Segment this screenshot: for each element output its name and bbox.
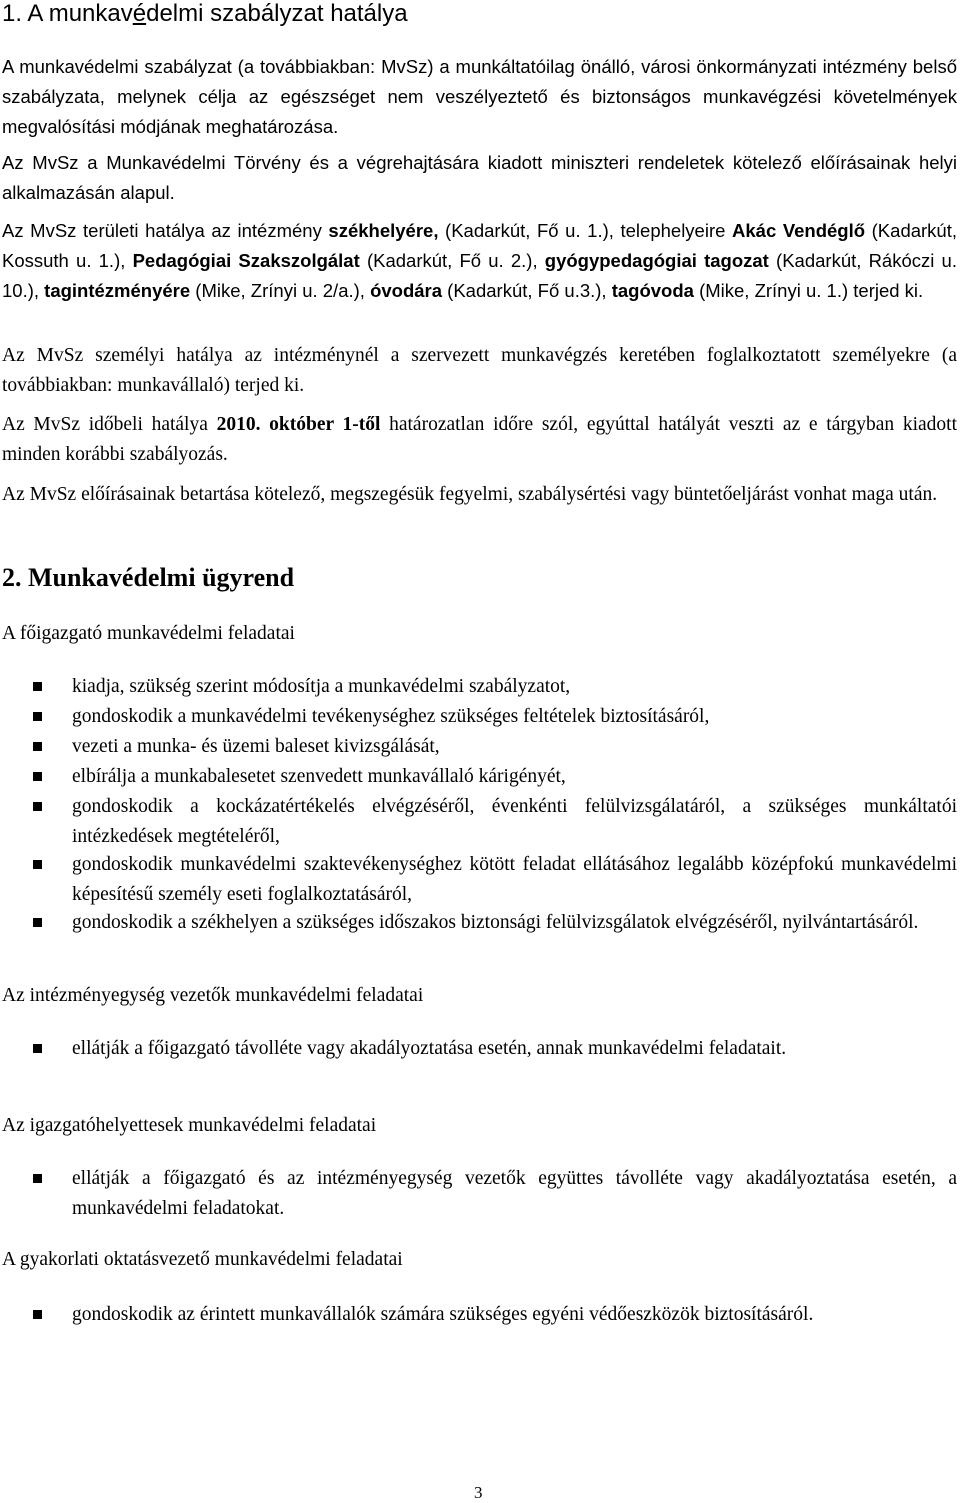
bullet-marker: [33, 1044, 42, 1053]
compliance-paragraph: Az MvSz előírásainak betartása kötelező, megszegésük fegyelmi, szabálysértési vagy büntetőeljárást vonhat maga után.: [2, 484, 938, 505]
bullet-marker: [33, 742, 42, 751]
list-item: gondoskodik az érintett munkavállalók számára szükséges egyéni védőeszközök biztosításáról.: [72, 1304, 814, 1325]
bullet-marker: [33, 918, 42, 927]
list-item: elbírálja a munkabalesetet szenvedett munkavállaló kárigényét,: [72, 766, 566, 787]
bullet-marker: [33, 712, 42, 721]
bullet-marker: [33, 860, 42, 869]
section-1-heading: 1. A munkavédelmi szabályzat hatálya: [2, 0, 408, 27]
list-item: gondoskodik a kockázatértékelés elvégzéséről, évenkénti felülvizsgálatáról, a szükséges munkáltatói intézkedések megtételéről,: [72, 796, 957, 847]
group-title-director: A főigazgató munkavédelmi feladatai: [2, 623, 295, 644]
list-item: ellátják a főigazgató távolléte vagy akadályoztatása esetén, annak munkavédelmi feladatait.: [72, 1038, 787, 1059]
bullet-marker: [33, 682, 42, 691]
list-item: gondoskodik a székhelyen a szükséges időszakos biztonsági felülvizsgálatok elvégzéséről, nyilvántartásáról.: [72, 912, 919, 933]
personal-scope-paragraph: Az MvSz személyi hatálya az intézménynél a szervezett munkavégzés keretében foglalkoztatott személyekre (a továbbiakban: munkavállaló) terjed ki.: [2, 345, 957, 396]
scope-paragraph: A munkavédelmi szabályzat (a továbbiakban: MvSz) a munkáltatóilag önálló, városi önkormányzati intézmény belső szabályzata, melynek célja az egészséget nem veszélyeztető és biztonságos munkavégzési követelmények megvalósítási módjának meghatározása.: [2, 56, 957, 137]
list-item: kiadja, szükség szerint módosítja a munkavédelmi szabályzatot,: [72, 676, 571, 697]
group-title-practical-training: A gyakorlati oktatásvezető munkavédelmi feladatai: [2, 1249, 403, 1270]
bullet-marker: [33, 772, 42, 781]
bullet-marker: [33, 802, 42, 811]
bullet-marker: [33, 1174, 42, 1183]
list-item: ellátják a főigazgató és az intézményegység vezetők együttes távolléte vagy akadályoztatása esetén, a munkavédelmi feladatokat.: [72, 1168, 957, 1219]
bullet-marker: [33, 1310, 42, 1319]
basis-paragraph: Az MvSz a Munkavédelmi Törvény és a végrehajtására kiadott miniszteri rendeletek kötelező előírásainak helyi alkalmazásán alapul.: [2, 152, 957, 203]
list-item: gondoskodik munkavédelmi szaktevékenységhez kötött feladat ellátásához legalább középfokú munkavédelmi képesítésű személy eseti foglalkoztatásáról,: [72, 854, 957, 905]
list-item: gondoskodik a munkavédelmi tevékenységhez szükséges feltételek biztosításáról,: [72, 706, 710, 727]
page-number: 3: [474, 1483, 483, 1502]
list-item: vezeti a munka- és üzemi baleset kivizsgálását,: [72, 736, 440, 757]
temporal-scope-paragraph: Az MvSz időbeli hatálya 2010. október 1-től határozatlan időre szól, egyúttal hatályát veszti az e tárgyban kiadott minden korábbi szabályozás.: [2, 414, 958, 465]
group-title-unit-leaders: Az intézményegység vezetők munkavédelmi feladatai: [2, 985, 424, 1006]
territorial-scope-paragraph: Az MvSz területi hatálya az intézmény székhelyére, (Kadarkút, Fő u. 1.), telephelyeire Akác Vendéglő (Kadarkút, Kossuth u. 1.), Pedagógiai Szakszolgálat (Kadarkút, Fő u. 2.), gyógypedagógiai tagozat (Kadarkút, Rákóczi u. 10.), tagintézményére (Mike, Zrínyi u. 2/a.), óvodára (Kadarkút, Fő u.3.), tagóvoda (Mike, Zrínyi u. 1.) terjed ki.: [2, 220, 957, 301]
section-2-heading: 2. Munkavédelmi ügyrend: [2, 563, 295, 592]
group-title-deputies: Az igazgatóhelyettesek munkavédelmi feladatai: [2, 1115, 377, 1136]
